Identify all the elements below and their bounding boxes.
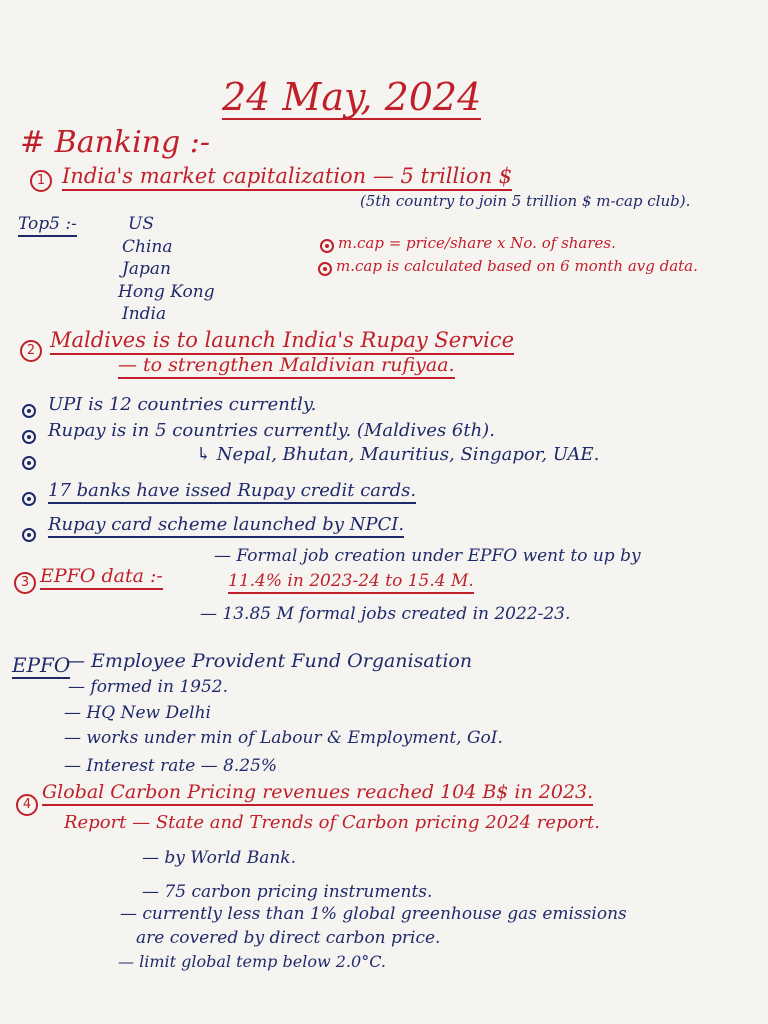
item3-line3: — 13.85 M formal jobs created in 2022-23. bbox=[200, 604, 571, 624]
item2-bullet-3: ↳ Nepal, Bhutan, Mauritius, Singapor, UAE. bbox=[196, 444, 600, 465]
item-number-4: 4 bbox=[16, 794, 38, 816]
item2-bullet-1: UPI is 12 countries currently. bbox=[48, 394, 317, 415]
item2-subtitle: — to strengthen Maldivian rufiyaa. bbox=[118, 356, 455, 379]
bullet-icon bbox=[22, 528, 36, 542]
item3-line2: 11.4% in 2023-24 to 15.4 M. bbox=[228, 573, 474, 594]
item1-point2: m.cap is calculated based on 6 month avg data. bbox=[336, 257, 698, 275]
item4-line-4: are covered by direct carbon price. bbox=[136, 928, 441, 948]
item4-report: Report — State and Trends of Carbon pricing 2024 report. bbox=[64, 812, 600, 833]
bullet-icon bbox=[22, 492, 36, 506]
top5-item-1: US bbox=[128, 214, 154, 234]
item2-bullet-4: 17 banks have issed Rupay credit cards. bbox=[48, 482, 416, 504]
bullet-icon bbox=[318, 262, 332, 276]
item4-line-1: — by World Bank. bbox=[142, 848, 296, 868]
epfo-full-form: — Employee Provident Fund Organisation bbox=[66, 650, 473, 672]
item2-bullet-2: Rupay is in 5 countries currently. (Maldives 6th). bbox=[48, 420, 495, 441]
item3-title: EPFO data :- bbox=[40, 567, 163, 590]
epfo-fact-2: — HQ New Delhi bbox=[64, 703, 211, 723]
item1-note: (5th country to join 5 trillion $ m-cap club). bbox=[360, 192, 691, 210]
epfo-label: EPFO bbox=[12, 653, 71, 677]
item2-bullet-5: Rupay card scheme launched by NPCI. bbox=[48, 516, 404, 538]
top5-item-4: Hong Kong bbox=[118, 282, 215, 302]
epfo-fact-4: — Interest rate — 8.25% bbox=[64, 756, 278, 776]
top5-item-2: China bbox=[122, 237, 173, 257]
item1-title: India's market capitalization — 5 trillion $ bbox=[62, 166, 512, 191]
item4-line-3: — currently less than 1% global greenhouse gas emissions bbox=[120, 904, 627, 924]
top5-label: Top5 :- bbox=[18, 216, 77, 237]
date-heading: 24 May, 2024 bbox=[222, 75, 482, 119]
bullet-icon bbox=[22, 404, 36, 418]
section-heading-banking: # Banking :- bbox=[20, 125, 211, 160]
epfo-fact-1: — formed in 1952. bbox=[68, 677, 228, 697]
item4-title: Global Carbon Pricing revenues reached 104 B$ in 2023. bbox=[42, 783, 593, 806]
epfo-fact-3: — works under min of Labour & Employment, GoI. bbox=[64, 728, 503, 748]
item1-point1: m.cap = price/share x No. of shares. bbox=[338, 234, 616, 252]
bullet-icon bbox=[22, 456, 36, 470]
top5-item-5: India bbox=[122, 304, 167, 324]
item-number-1: 1 bbox=[30, 170, 52, 192]
item2-title: Maldives is to launch India's Rupay Service bbox=[50, 330, 514, 355]
item-number-3: 3 bbox=[14, 572, 36, 594]
item4-line-5: — limit global temp below 2.0°C. bbox=[118, 952, 386, 971]
bullet-icon bbox=[320, 239, 334, 253]
item3-line1: — Formal job creation under EPFO went to up by bbox=[214, 546, 641, 566]
item-number-2: 2 bbox=[20, 340, 42, 362]
top5-item-3: Japan bbox=[122, 259, 171, 279]
bullet-icon bbox=[22, 430, 36, 444]
item4-line-2: — 75 carbon pricing instruments. bbox=[142, 882, 433, 902]
